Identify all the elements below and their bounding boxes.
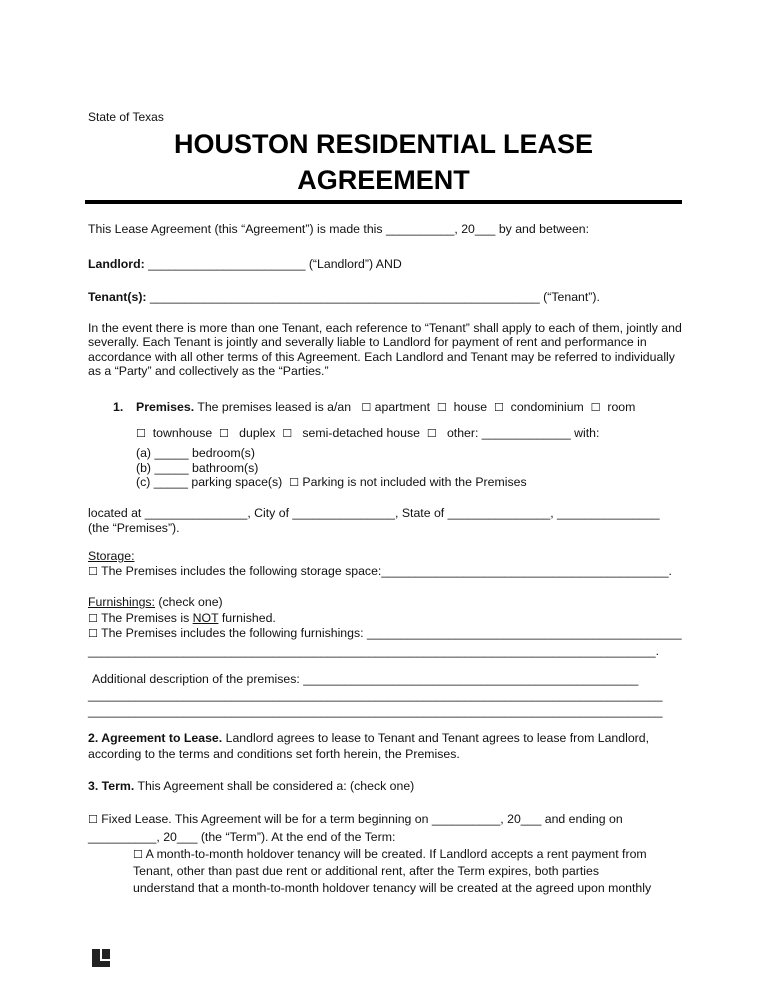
premises-heading: Premises.: [136, 400, 195, 414]
state-label: State of Texas: [88, 110, 164, 124]
additional-blank-lines: [88, 688, 662, 719]
checkbox-fixed-lease[interactable]: ☐: [88, 813, 98, 826]
furnishings-heading-row: Furnishings: (check one): [88, 595, 223, 609]
option-apartment: apartment: [374, 400, 431, 414]
checkbox-not-furnished[interactable]: ☐: [88, 611, 98, 625]
checkbox-apartment[interactable]: ☐: [361, 401, 372, 414]
document-title-line1: HOUSTON RESIDENTIAL LEASE: [173, 129, 594, 159]
storage-row: [88, 564, 672, 580]
furnish-includes-row: [88, 626, 682, 642]
premises-number: 1.: [113, 400, 124, 414]
bathrooms-field[interactable]: (b) _____ bathroom(s): [136, 460, 259, 475]
landlord-line: [88, 257, 402, 272]
checkbox-furnished[interactable]: ☐: [88, 627, 98, 640]
furnishings-field[interactable]: The Premises includes the following furnishings: ______________________________________________: [101, 626, 682, 640]
fixed-lease-block: [88, 811, 623, 845]
fixed-lease-text[interactable]: Fixed Lease. This Agreement will be for a term beginning on __________, 20___ and ending on: [101, 812, 623, 826]
location-premises-label: (the “Premises”).: [88, 520, 180, 535]
checkbox-month-to-month-holdover[interactable]: ☐: [133, 848, 143, 861]
checkbox-condominium[interactable]: ☐: [493, 401, 504, 414]
fixed-lease-row: [88, 811, 623, 829]
joint-liability-paragraph: In the event there is more than one Tenant, each reference to “Tenant” shall apply to each of them, jointly and severally. Each Tenant is jointly and severally liable to Landlord for payment of rent and performance in accordance with all other terms of this Agreement. Each Landlord and Tenant may be referred to individually as a “Party” and collectively as the “Parties.”: [88, 321, 682, 379]
premises-type-row2: [136, 426, 599, 441]
bedrooms-field[interactable]: (a) _____ bedroom(s): [136, 446, 255, 460]
agreement-to-lease-heading: 2. Agreement to Lease.: [88, 731, 223, 745]
holdover-row: ☐ A month-to-month holdover tenancy will be created. If Landlord accepts a rent payment from: [133, 847, 647, 861]
additional-blank-line-2[interactable]: ____________________________________________________________________________________: [88, 703, 663, 718]
furnishings-heading: Furnishings:: [88, 595, 155, 609]
additional-description-field[interactable]: Additional description of the premises: _________________________________________________: [92, 672, 639, 686]
location-block: [88, 506, 660, 535]
additional-blank-line-1[interactable]: ____________________________________________________________________________________: [88, 688, 663, 702]
checkbox-semi-detached[interactable]: ☐: [282, 427, 293, 440]
checkbox-house[interactable]: ☐: [436, 401, 447, 414]
checkbox-townhouse[interactable]: ☐: [136, 427, 146, 440]
furnishings-blank-line[interactable]: ___________________________________________________________________________________.: [88, 643, 660, 658]
made-this-line: This Lease Agreement (this “Agreement”) is made this __________, 20___ by and between:: [88, 222, 590, 236]
option-duplex: duplex: [239, 426, 276, 440]
option-townhouse: townhouse: [152, 426, 213, 440]
option-condominium: condominium: [510, 400, 584, 414]
storage-heading: Storage:: [88, 549, 135, 563]
parking-row: [136, 475, 527, 491]
option-room: room: [607, 400, 636, 414]
option-other[interactable]: other: _____________ with:: [446, 426, 600, 440]
checkbox-storage[interactable]: ☐: [88, 564, 98, 578]
storage-block: [88, 549, 672, 579]
premises-type-row1: Premises. The premises leased is a/an ☐ apartment ☐ house ☐ condominium ☐ room: [136, 400, 636, 414]
title-divider: [85, 200, 682, 204]
landlord-label: Landlord:: [88, 257, 145, 271]
furnish-not-row: ☐ The Premises is NOT furnished.: [88, 610, 276, 625]
tenant-label: Tenant(s):: [88, 290, 147, 304]
fixed-lease-text-line2[interactable]: __________, 20___ (the “Term”). At the end of the Term:: [88, 829, 396, 844]
furnishings-block: [88, 595, 682, 659]
holdover-block: ☐ A month-to-month holdover tenancy will be created. If Landlord accepts a rent payment from Tenant, other than past due rent or additional rent, after the Term expires, both parties understand that a month-to-month holdover tenancy will be created at the agreed upon monthly: [133, 847, 652, 895]
location-line[interactable]: located at _______________, City of _______________, State of _______________, _______________: [88, 506, 660, 520]
term-heading: 3. Term.: [88, 779, 135, 793]
checkbox-duplex[interactable]: ☐: [219, 427, 229, 440]
agreement-to-lease-section: 2. Agreement to Lease. Landlord agrees to lease to Tenant and Tenant agrees to lease from Landlord, according to the terms and conditions set forth herein, the Premises.: [88, 731, 650, 761]
tenant-blank[interactable]: _________________________________________________________ (“Tenant”).: [146, 290, 600, 304]
parking-field[interactable]: (c) _____ parking space(s): [136, 475, 283, 489]
tenant-line: [88, 290, 600, 305]
document-title-line2: AGREEMENT: [297, 165, 470, 195]
option-house: house: [453, 400, 488, 414]
storage-option[interactable]: The Premises includes the following storage space:__________________________________________.: [101, 563, 672, 578]
lease-logo-icon: [92, 949, 110, 967]
checkbox-parking-not-included[interactable]: ☐: [289, 476, 299, 489]
landlord-blank[interactable]: _______________________ (“Landlord”) AND: [144, 257, 402, 271]
additional-description-block: [92, 672, 638, 688]
parking-not-included-label: Parking is not included with the Premises: [302, 475, 527, 489]
term-heading-row: 3. Term. This Agreement shall be considered a: (check one): [88, 779, 415, 793]
option-semi-detached: semi-detached house: [302, 426, 420, 440]
checkbox-other[interactable]: ☐: [426, 427, 437, 440]
room-counts: [136, 446, 527, 491]
checkbox-room[interactable]: ☐: [590, 401, 601, 414]
